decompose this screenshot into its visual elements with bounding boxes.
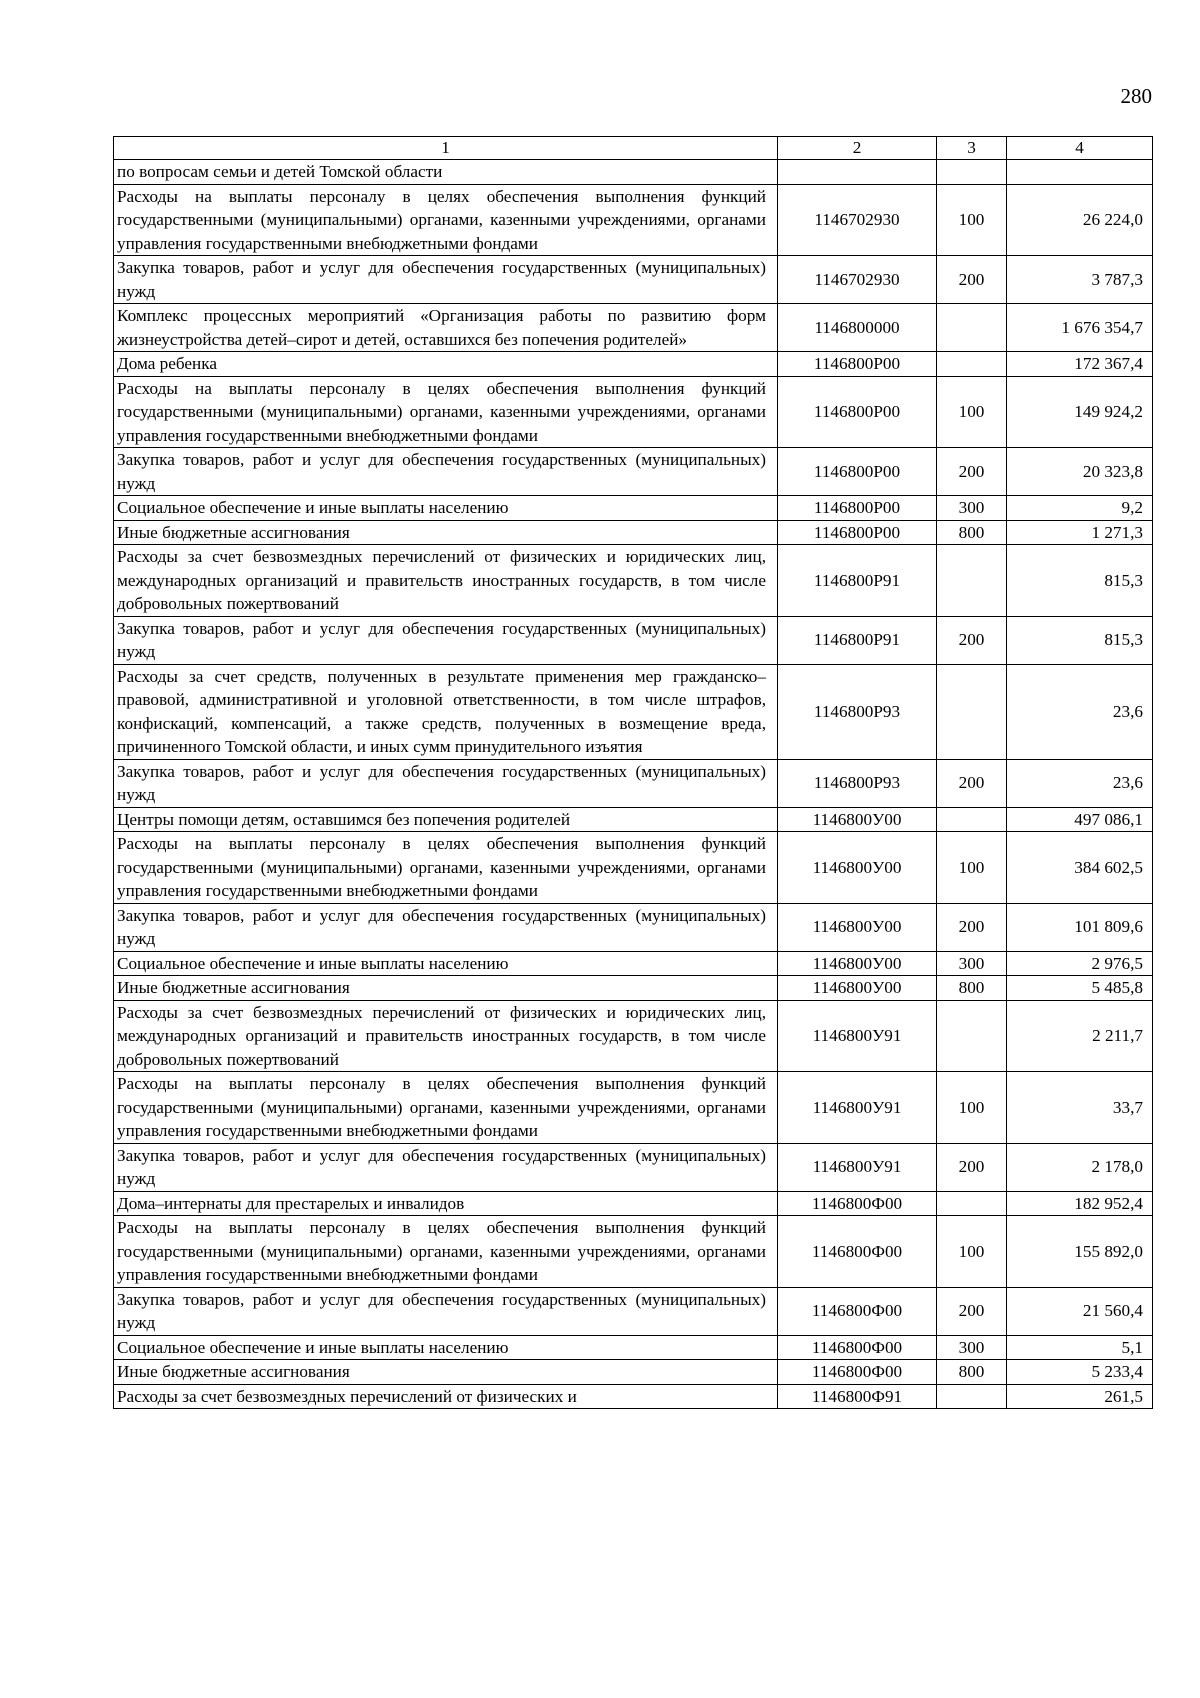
row-amount-cell: 261,5 <box>1007 1384 1153 1409</box>
table-body <box>114 137 1153 1409</box>
row-expense-type-cell <box>937 807 1007 832</box>
row-name-cell: Расходы за счет безвозмездных перечислений от физических и юридических лиц, международных организаций и правительств иностранных государств, в том числе добровольных пожертвований <box>114 545 778 617</box>
table-row <box>114 616 1153 664</box>
row-expense-type-cell <box>937 304 1007 352</box>
table-row <box>114 520 1153 545</box>
row-expense-type-cell: 200 <box>937 759 1007 807</box>
table-row <box>114 496 1153 521</box>
row-name-cell: Расходы на выплаты персоналу в целях обеспечения выполнения функций государственными (муниципальными) органами, казенными учреждениями, органами управления государственными внебюджетными фондами <box>114 184 778 256</box>
row-amount-cell: 9,2 <box>1007 496 1153 521</box>
row-expense-type-cell: 200 <box>937 903 1007 951</box>
row-amount-cell: 5 233,4 <box>1007 1360 1153 1385</box>
row-name-cell: Расходы на выплаты персоналу в целях обеспечения выполнения функций государственными (муниципальными) органами, казенными учреждениями, органами управления государственными внебюджетными фондами <box>114 1216 778 1288</box>
row-name-cell: Социальное обеспечение и иные выплаты населению <box>114 1335 778 1360</box>
row-amount-cell: 172 367,4 <box>1007 352 1153 377</box>
table-row <box>114 448 1153 496</box>
row-expense-type-cell: 800 <box>937 976 1007 1001</box>
row-name-cell: Закупка товаров, работ и услуг для обеспечения государственных (муниципальных) нужд <box>114 903 778 951</box>
row-name-cell: Расходы за счет безвозмездных перечислений от физических и <box>114 1384 778 1409</box>
table-row <box>114 759 1153 807</box>
row-expense-type-cell <box>937 352 1007 377</box>
row-amount-cell: 5,1 <box>1007 1335 1153 1360</box>
row-name-cell: Закупка товаров, работ и услуг для обеспечения государственных (муниципальных) нужд <box>114 1287 778 1335</box>
row-name-cell: Комплекс процессных мероприятий «Организация работы по развитию форм жизнеустройства детей–сирот и детей, оставшихся без попечения родителей» <box>114 304 778 352</box>
row-name-cell: Расходы на выплаты персоналу в целях обеспечения выполнения функций государственными (муниципальными) органами, казенными учреждениями, органами управления государственными внебюджетными фондами <box>114 832 778 904</box>
row-amount-cell: 23,6 <box>1007 664 1153 759</box>
row-name-cell: Социальное обеспечение и иные выплаты населению <box>114 951 778 976</box>
row-amount-cell <box>1007 160 1153 185</box>
row-code-cell: 1146702930 <box>778 184 937 256</box>
row-code-cell: 1146800У00 <box>778 903 937 951</box>
row-name-cell: Закупка товаров, работ и услуг для обеспечения государственных (муниципальных) нужд <box>114 616 778 664</box>
table-row <box>114 545 1153 617</box>
row-expense-type-cell: 200 <box>937 616 1007 664</box>
row-code-cell: 1146800Р00 <box>778 352 937 377</box>
row-expense-type-cell: 200 <box>937 448 1007 496</box>
row-amount-cell: 5 485,8 <box>1007 976 1153 1001</box>
row-expense-type-cell: 300 <box>937 1335 1007 1360</box>
table-row <box>114 1335 1153 1360</box>
row-name-cell: по вопросам семьи и детей Томской области <box>114 160 778 185</box>
row-amount-cell: 2 211,7 <box>1007 1000 1153 1072</box>
row-name-cell: Закупка товаров, работ и услуг для обеспечения государственных (муниципальных) нужд <box>114 1143 778 1191</box>
row-code-cell: 1146800Ф00 <box>778 1216 937 1288</box>
table-row <box>114 1287 1153 1335</box>
row-expense-type-cell: 100 <box>937 184 1007 256</box>
row-amount-cell: 33,7 <box>1007 1072 1153 1144</box>
table-header-row <box>114 137 1153 160</box>
table-row <box>114 1072 1153 1144</box>
table-row <box>114 1384 1153 1409</box>
row-amount-cell: 23,6 <box>1007 759 1153 807</box>
row-amount-cell: 1 676 354,7 <box>1007 304 1153 352</box>
row-code-cell: 1146800Ф00 <box>778 1287 937 1335</box>
header-cell-2: 2 <box>778 137 937 160</box>
row-expense-type-cell <box>937 1191 1007 1216</box>
row-name-cell: Закупка товаров, работ и услуг для обеспечения государственных (муниципальных) нужд <box>114 256 778 304</box>
row-code-cell: 1146800У00 <box>778 832 937 904</box>
row-name-cell: Расходы на выплаты персоналу в целях обеспечения выполнения функций государственными (муниципальными) органами, казенными учреждениями, органами управления государственными внебюджетными фондами <box>114 376 778 448</box>
row-expense-type-cell: 100 <box>937 832 1007 904</box>
row-expense-type-cell <box>937 160 1007 185</box>
table-row <box>114 304 1153 352</box>
table-row <box>114 376 1153 448</box>
row-code-cell: 1146800У91 <box>778 1000 937 1072</box>
row-name-cell: Иные бюджетные ассигнования <box>114 976 778 1001</box>
table-row <box>114 1143 1153 1191</box>
row-amount-cell: 384 602,5 <box>1007 832 1153 904</box>
row-expense-type-cell: 300 <box>937 951 1007 976</box>
row-code-cell: 1146800У91 <box>778 1143 937 1191</box>
row-name-cell: Расходы за счет средств, полученных в результате применения мер гражданско–правовой, административной и уголовной ответственности, в том числе штрафов, конфискаций, компенсаций, а также средств, полученных в возмещение вреда, причиненного Томской области, и иных сумм принудительного изъятия <box>114 664 778 759</box>
row-name-cell: Закупка товаров, работ и услуг для обеспечения государственных (муниципальных) нужд <box>114 759 778 807</box>
row-amount-cell: 2 976,5 <box>1007 951 1153 976</box>
row-code-cell: 1146800Р00 <box>778 448 937 496</box>
row-code-cell: 1146800Ф00 <box>778 1360 937 1385</box>
row-amount-cell: 26 224,0 <box>1007 184 1153 256</box>
row-code-cell: 1146800Ф00 <box>778 1191 937 1216</box>
row-amount-cell: 101 809,6 <box>1007 903 1153 951</box>
row-expense-type-cell: 300 <box>937 496 1007 521</box>
row-code-cell: 1146800У00 <box>778 976 937 1001</box>
table-row <box>114 1216 1153 1288</box>
row-code-cell: 1146800Р91 <box>778 616 937 664</box>
row-name-cell: Иные бюджетные ассигнования <box>114 520 778 545</box>
row-expense-type-cell: 100 <box>937 376 1007 448</box>
row-name-cell: Расходы за счет безвозмездных перечислений от физических и юридических лиц, международных организаций и правительств иностранных государств, в том числе добровольных пожертвований <box>114 1000 778 1072</box>
page-number: 280 <box>1120 84 1152 108</box>
table-row <box>114 184 1153 256</box>
row-code-cell: 1146800Р93 <box>778 759 937 807</box>
row-expense-type-cell <box>937 1384 1007 1409</box>
row-expense-type-cell: 200 <box>937 1287 1007 1335</box>
row-code-cell: 1146800У00 <box>778 807 937 832</box>
header-cell-1: 1 <box>114 137 778 160</box>
row-expense-type-cell: 800 <box>937 1360 1007 1385</box>
row-code-cell: 1146800000 <box>778 304 937 352</box>
row-code-cell: 1146800Ф91 <box>778 1384 937 1409</box>
row-amount-cell: 149 924,2 <box>1007 376 1153 448</box>
table-row <box>114 256 1153 304</box>
row-code-cell: 1146800Р00 <box>778 520 937 545</box>
row-name-cell: Дома–интернаты для престарелых и инвалидов <box>114 1191 778 1216</box>
row-code-cell <box>778 160 937 185</box>
row-expense-type-cell: 800 <box>937 520 1007 545</box>
row-name-cell: Центры помощи детям, оставшимся без попечения родителей <box>114 807 778 832</box>
row-expense-type-cell <box>937 545 1007 617</box>
table-row <box>114 903 1153 951</box>
row-name-cell: Иные бюджетные ассигнования <box>114 1360 778 1385</box>
row-expense-type-cell <box>937 1000 1007 1072</box>
row-name-cell: Расходы на выплаты персоналу в целях обеспечения выполнения функций государственными (муниципальными) органами, казенными учреждениями, органами управления государственными внебюджетными фондами <box>114 1072 778 1144</box>
row-amount-cell: 3 787,3 <box>1007 256 1153 304</box>
row-name-cell: Дома ребенка <box>114 352 778 377</box>
table-row <box>114 664 1153 759</box>
row-amount-cell: 21 560,4 <box>1007 1287 1153 1335</box>
row-code-cell: 1146800Р91 <box>778 545 937 617</box>
row-expense-type-cell: 200 <box>937 256 1007 304</box>
table-row <box>114 976 1153 1001</box>
row-code-cell: 1146800Р00 <box>778 376 937 448</box>
table-row <box>114 1000 1153 1072</box>
table-row <box>114 1191 1153 1216</box>
row-amount-cell: 155 892,0 <box>1007 1216 1153 1288</box>
row-code-cell: 1146800У91 <box>778 1072 937 1144</box>
row-expense-type-cell: 100 <box>937 1072 1007 1144</box>
row-amount-cell: 1 271,3 <box>1007 520 1153 545</box>
row-amount-cell: 497 086,1 <box>1007 807 1153 832</box>
budget-table <box>113 136 1153 1409</box>
row-code-cell: 1146800Ф00 <box>778 1335 937 1360</box>
row-amount-cell: 815,3 <box>1007 545 1153 617</box>
row-name-cell: Закупка товаров, работ и услуг для обеспечения государственных (муниципальных) нужд <box>114 448 778 496</box>
row-code-cell: 1146800Р93 <box>778 664 937 759</box>
table-row <box>114 807 1153 832</box>
row-code-cell: 1146702930 <box>778 256 937 304</box>
row-amount-cell: 2 178,0 <box>1007 1143 1153 1191</box>
row-code-cell: 1146800Р00 <box>778 496 937 521</box>
table-row <box>114 951 1153 976</box>
row-expense-type-cell: 100 <box>937 1216 1007 1288</box>
row-expense-type-cell <box>937 664 1007 759</box>
row-expense-type-cell: 200 <box>937 1143 1007 1191</box>
row-name-cell: Социальное обеспечение и иные выплаты населению <box>114 496 778 521</box>
row-amount-cell: 815,3 <box>1007 616 1153 664</box>
row-amount-cell: 20 323,8 <box>1007 448 1153 496</box>
row-code-cell: 1146800У00 <box>778 951 937 976</box>
table-row <box>114 352 1153 377</box>
table-row <box>114 1360 1153 1385</box>
row-amount-cell: 182 952,4 <box>1007 1191 1153 1216</box>
table-row <box>114 832 1153 904</box>
header-cell-3: 3 <box>937 137 1007 160</box>
table-row <box>114 160 1153 185</box>
header-cell-4: 4 <box>1007 137 1153 160</box>
